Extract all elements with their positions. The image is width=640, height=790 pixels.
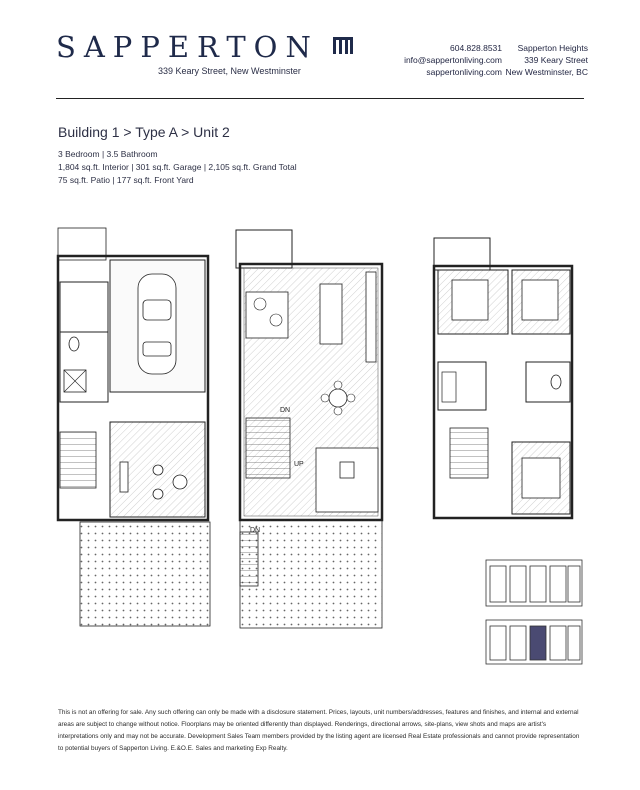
unit-title: Building 1 > Type A > Unit 2: [58, 124, 230, 140]
highlighted-unit: [530, 626, 546, 660]
spec-bedrooms: 3 Bedroom | 3.5 Bathroom: [58, 149, 158, 159]
contact-block: [372, 42, 502, 78]
brand-mark-icon: [332, 34, 354, 56]
contact-phone[interactable]: 604.828.8531: [450, 43, 502, 53]
stair-up-label: UP: [294, 461, 304, 468]
plan-upper-level: [434, 238, 572, 518]
plan-lower-level: [58, 228, 210, 626]
spec-areas: 1,804 sq.ft. Interior | 301 sq.ft. Garage | 2,105 sq.ft. Grand Total: [58, 162, 297, 172]
office-name: Sapperton Heights: [517, 43, 588, 53]
office-block: [500, 42, 588, 78]
brand-address: 339 Keary Street, New Westminster: [158, 66, 301, 76]
contact-website[interactable]: sappertonliving.com: [426, 67, 502, 77]
brand-logo: [56, 30, 354, 64]
car-icon: [138, 274, 176, 374]
key-plan: [482, 558, 586, 670]
office-city: New Westminster, BC: [505, 67, 588, 77]
spec-outdoor: 75 sq.ft. Patio | 177 sq.ft. Front Yard: [58, 175, 194, 185]
brand-wordmark: SAPPERTON: [56, 30, 319, 64]
disclaimer: This is not an offering for sale. Any such offering can only be made with a disclosure statement. Prices, layouts, unit numbers/addresses, features and finishes, and internal and external areas are subject to change without notice. Floorplans may be oriented differently than displayed. Renderings, directional arrows, site-plans, view shots and maps are artist's interpretations only and may not be accurate. Development Sales Team members provided by the listing agent are licensed Real Estate professionals and cannot provide representation to potential buyers of Sapperton Living. E.&O.E. Sales and marketing Exp Realty.: [58, 709, 580, 752]
header-divider: [56, 98, 584, 99]
office-street: 339 Keary Street: [524, 55, 588, 65]
plan-main-level: [236, 230, 382, 628]
stair-down-label: DN: [280, 407, 291, 414]
unit-specs: [58, 148, 297, 187]
patio-stair-label: DN: [250, 527, 261, 534]
contact-email[interactable]: info@sappertonliving.com: [404, 55, 502, 65]
